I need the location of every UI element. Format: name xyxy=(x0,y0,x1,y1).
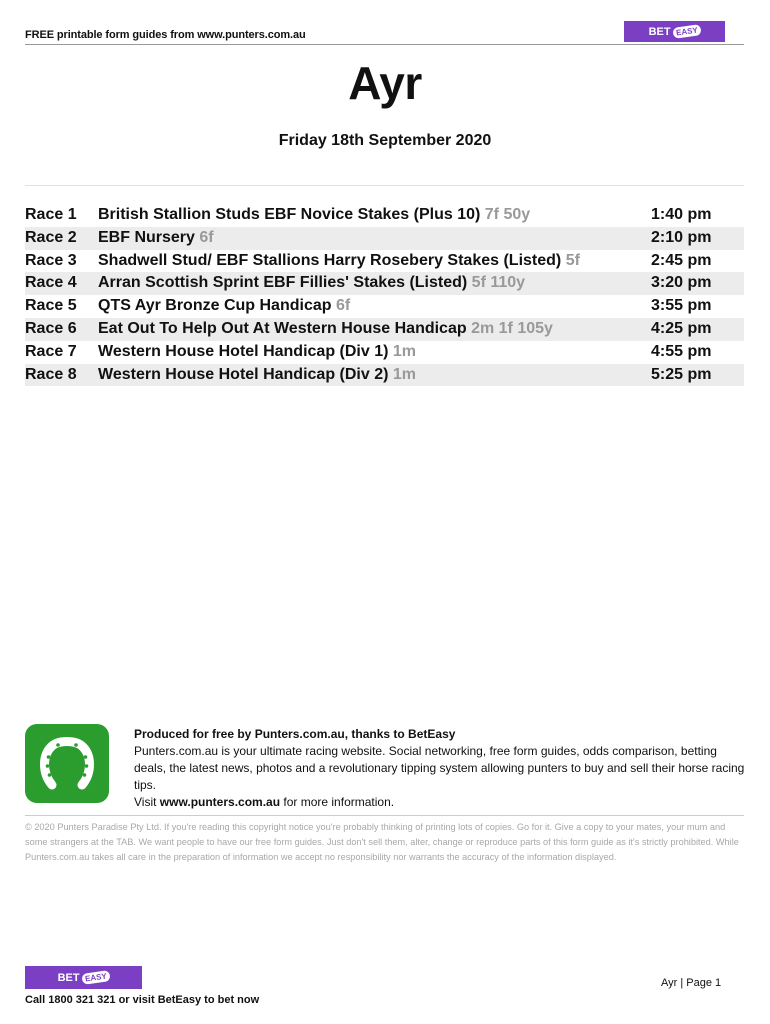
race-number: Race 2 xyxy=(25,228,77,246)
race-time: 4:25 pm xyxy=(651,319,712,337)
race-name-cell xyxy=(98,318,553,341)
race-distance: 1m xyxy=(392,342,417,360)
race-name: EBF Nursery xyxy=(98,228,195,246)
race-time: 3:20 pm xyxy=(651,274,712,292)
race-row xyxy=(25,341,744,364)
race-time: 2:45 pm xyxy=(651,251,712,269)
race-name: Eat Out To Help Out At Western House Handicap xyxy=(98,319,467,337)
race-distance: 6f xyxy=(199,228,214,246)
race-row xyxy=(25,272,744,295)
race-name: Shadwell Stud/ EBF Stallions Harry Rosebery Stakes (Listed) xyxy=(98,251,562,269)
visit-prefix: Visit xyxy=(134,795,160,809)
race-distance: 7f 50y xyxy=(484,206,531,223)
copyright-notice: © 2020 Punters Paradise Pty Ltd. If you're reading this copyright notice you're probably thinking of printing lots of copies. Go for it. Give a copy to your mates, your mum and some strangers at the TAB. We want people to have our free form guides. Just don't sell them, alter, change or reproduce parts of this form guide as it's strictly prohibited. While Punters.com.au takes all care in the preparation of information we accept no responsibility nor warrants the accuracy of the information displayed. xyxy=(25,822,739,862)
race-name-cell xyxy=(98,341,416,364)
race-number: Race 6 xyxy=(25,319,77,337)
header-note: FREE printable form guides from www.punters.com.au xyxy=(25,29,306,41)
race-name-cell xyxy=(98,272,525,295)
punters-link[interactable]: www.punters.com.au xyxy=(159,795,281,809)
race-row xyxy=(25,364,744,387)
producer-description: Punters.com.au is your ultimate racing website. Social networking, free form guides, odds comparison, betting deals, the latest news, photos and a revolutionary tipping system allowing punters to buy and sell their horse racing tips. xyxy=(134,744,745,792)
race-name: British Stallion Studs EBF Novice Stakes (Plus 10) xyxy=(98,206,481,223)
race-time: 1:40 pm xyxy=(651,206,712,223)
beteasy-logo-top[interactable] xyxy=(624,21,725,42)
race-time: 5:25 pm xyxy=(651,365,712,383)
call-to-action: Call 1800 321 321 or visit BetEasy to bet now xyxy=(25,994,260,1006)
beteasy-bet-text: BET xyxy=(57,971,80,984)
race-row xyxy=(25,204,744,227)
race-time: 2:10 pm xyxy=(651,228,712,246)
race-name: Arran Scottish Sprint EBF Fillies' Stakes (Listed) xyxy=(98,274,468,292)
beteasy-bet-text: BET xyxy=(648,25,671,38)
race-distance: 2m 1f 105y xyxy=(471,319,553,337)
race-name: QTS Ayr Bronze Cup Handicap xyxy=(98,297,332,315)
race-row xyxy=(25,250,744,273)
header-divider xyxy=(25,44,744,45)
race-name-cell xyxy=(98,364,416,387)
race-distance: 5f xyxy=(565,251,580,269)
beteasy-logo-bottom[interactable] xyxy=(25,966,142,989)
footer-divider xyxy=(25,815,744,816)
producer-visit xyxy=(134,794,746,811)
page-label: Ayr | Page 1 xyxy=(661,977,722,989)
race-row xyxy=(25,295,744,318)
beteasy-easy-text: EASY xyxy=(81,970,110,985)
beteasy-easy-text: EASY xyxy=(672,24,701,39)
race-distance: 5f 110y xyxy=(471,274,526,292)
race-time: 4:55 pm xyxy=(651,342,712,360)
race-list xyxy=(25,204,744,386)
race-distance: 6f xyxy=(335,297,351,315)
race-row xyxy=(25,318,744,341)
race-number: Race 7 xyxy=(25,342,77,360)
race-name-cell xyxy=(98,227,214,250)
producer-title: Produced for free by Punters.com.au, thanks to BetEasy xyxy=(134,727,456,741)
race-number: Race 1 xyxy=(25,206,77,223)
race-number: Race 3 xyxy=(25,251,77,269)
visit-suffix: for more information. xyxy=(280,795,395,809)
race-name-cell xyxy=(98,204,530,227)
producer-block xyxy=(134,726,746,811)
race-number: Race 4 xyxy=(25,274,77,292)
race-distance: 1m xyxy=(392,365,417,383)
race-name-cell xyxy=(98,250,580,273)
punters-logo[interactable] xyxy=(25,724,109,803)
meeting-date: Friday 18th September 2020 xyxy=(278,132,492,149)
venue-title: Ayr xyxy=(348,57,422,109)
race-time: 3:55 pm xyxy=(651,297,712,315)
title-divider xyxy=(25,185,744,186)
race-name: Western House Hotel Handicap (Div 2) xyxy=(98,365,389,383)
race-row xyxy=(25,227,744,250)
horseshoe-icon xyxy=(38,735,96,793)
race-name-cell xyxy=(98,295,350,318)
race-name: Western House Hotel Handicap (Div 1) xyxy=(98,342,389,360)
race-number: Race 5 xyxy=(25,297,77,315)
race-number: Race 8 xyxy=(25,365,77,383)
